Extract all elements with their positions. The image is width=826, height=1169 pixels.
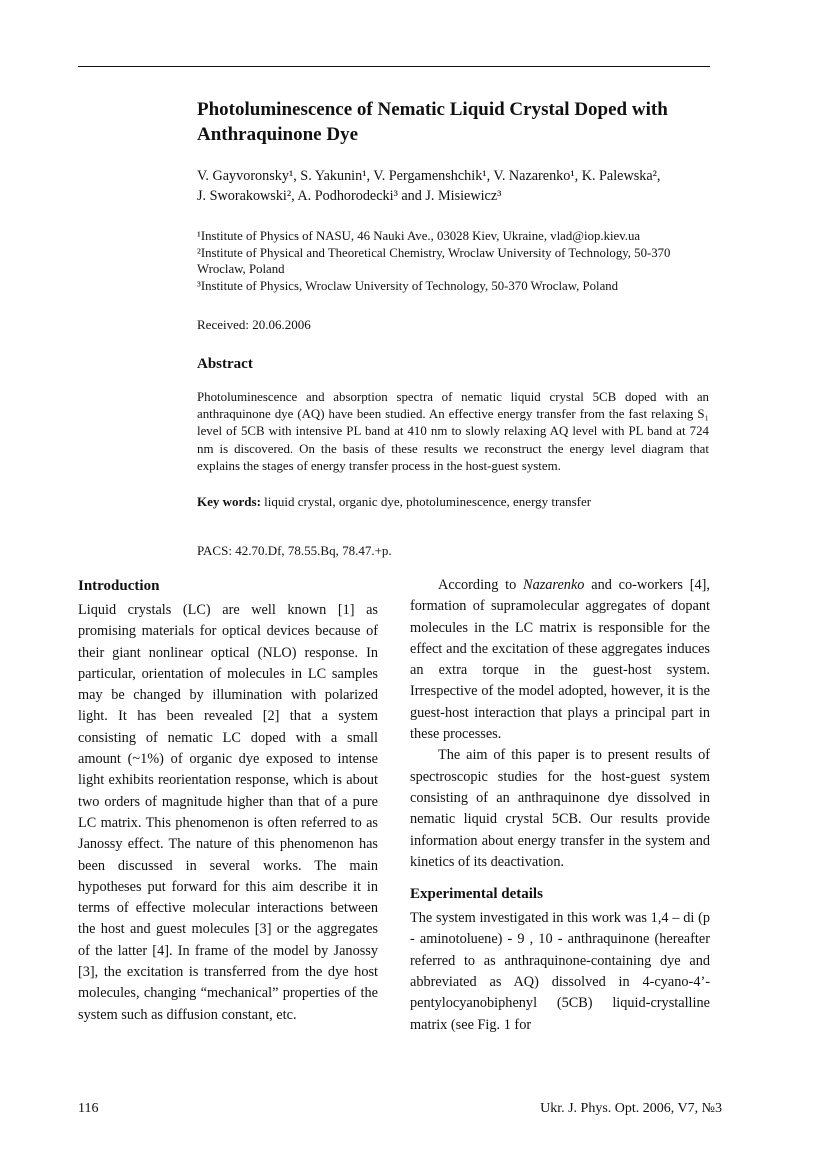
right-paragraph-1-rest: and co-workers [4], formation of supramolecular aggregates of dopant molecules in the LC matrix is responsible for the effect and the excitation of these aggregates induces an extra torque in the guest-host system. Irrespective of the model adopted, however, it is the guest-host interaction that plays a principal part in these processes. <box>410 577 710 743</box>
pacs-codes: PACS: 42.70.Df, 78.55.Bq, 78.47.+p. <box>197 543 392 558</box>
right-paragraph-1 <box>410 575 710 745</box>
affiliations <box>197 228 717 294</box>
paper-title: Photoluminescence of Nematic Liquid Crystal Doped with Anthraquinone Dye <box>197 99 668 145</box>
right-column <box>410 575 710 1036</box>
section-gap <box>410 873 710 883</box>
experimental-paragraph: The system investigated in this work was 1,4 – di (p - aminotoluene) - 9 , 10 - anthraquinone (hereafter referred to as anthraquinone-containing dye and abbreviated as AQ) dissolved in 4-cyano-4’-pentylocyanobiphenyl (5CB) liquid-crystalline matrix (see Fig. 1 for <box>410 910 710 1033</box>
keywords-label: Key words: <box>197 494 261 509</box>
experimental-heading: Experimental details <box>410 886 543 903</box>
introduction-paragraph: Liquid crystals (LC) are well known [1] as promising materials for optical devices because of their giant nonlinear optical (NLO) response. In particular, orientation of molecules in LC samples may be changed by illumination with polarized light. It has been revealed [2] that a system consisting of nematic LC doped with a small amount (~1%) of organic dye exposed to intense light exhibits reorientation response, which is about two orders of magnitude higher than that of a pure LC matrix. This phenomenon is often referred to as Janossy effect. The nature of this phenomenon has been discussed in several works. The main hypotheses put forward for this aim describe it in terms of effective molecular interactions between the host and guest molecules [3] or the aggregates of the latter [4]. In frame of the model by Janossy [3], the excitation is transferred from the dye host molecules, changing “mechanical” properties of the system such as diffusion constant, etc. <box>78 602 378 1023</box>
keywords <box>197 494 591 510</box>
received-date: Received: 20.06.2006 <box>197 317 311 332</box>
right-paragraph-1-start: According to <box>438 577 524 593</box>
keywords-text: liquid crystal, organic dye, photoluminescence, energy transfer <box>260 494 592 509</box>
abstract-text: Photoluminescence and absorption spectra of nematic liquid crystal 5CB doped with an anthraquinone dye (AQ) have been studied. An effective energy transfer from the fast relaxing S₁ level of 5CB with intensive PL band at 410 nm to slowly relaxing AQ level with PL band at 724 nm is discovered. On the basis of these results we reconstruct the energy level diagram that explains the stages of energy transfer process in the host-guest system. <box>197 390 709 473</box>
top-rule <box>78 66 710 67</box>
affiliation-2: ²Institute of Physical and Theoretical Chemistry, Wroclaw University of Technology, 50-370 Wroclaw, Poland <box>197 245 671 276</box>
journal-reference: Ukr. J. Phys. Opt. 2006, V7, №3 <box>540 1101 722 1116</box>
author-name-italic: Nazarenko <box>523 577 585 593</box>
authors-line-2: J. Sworakowski², A. Podhorodecki³ and J. Misiewicz³ <box>197 188 502 204</box>
right-paragraph-2: The aim of this paper is to present results of spectroscopic studies for the host-guest system consisting of an anthraquinone dye dissolved in nematic liquid crystal 5CB. Our results provide information about energy transfer in the system and kinetics of its deactivation. <box>410 747 710 870</box>
author-list <box>197 166 717 206</box>
page-number: 116 <box>78 1101 99 1116</box>
left-column <box>78 575 378 1026</box>
authors-line-1: V. Gayvoronsky¹, S. Yakunin¹, V. Pergamenshchik¹, V. Nazarenko¹, K. Palewska², <box>197 168 661 184</box>
affiliation-3: ³Institute of Physics, Wroclaw University of Technology, 50-370 Wroclaw, Poland <box>197 278 619 293</box>
abstract-heading: Abstract <box>197 356 253 372</box>
affiliation-1: ¹Institute of Physics of NASU, 46 Nauki Ave., 03028 Kiev, Ukraine, vlad@iop.kiev.ua <box>197 229 641 243</box>
introduction-heading: Introduction <box>78 578 160 594</box>
